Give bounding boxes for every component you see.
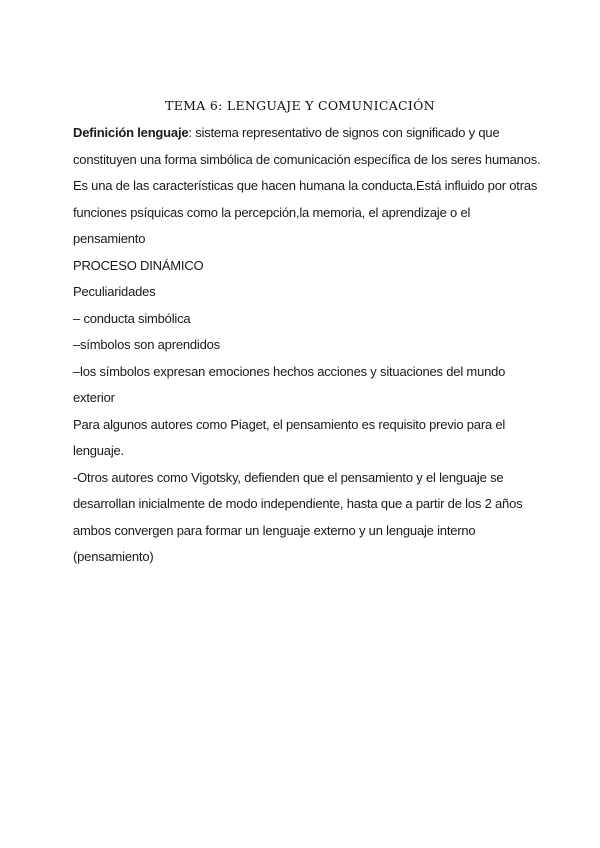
body-line: desarrollan inicialmente de modo independiente, hasta que a partir de los 2 años [73,496,523,511]
definition-text: : sistema representativo de signos con significado y que [188,125,500,140]
body-line: constituyen una forma simbólica de comunicación específica de los seres humanos. [73,151,541,167]
body-line: exterior [73,390,115,405]
document-title: TEMA 6: LENGUAJE Y COMUNICACIÓN [165,98,435,113]
body-line: ambos convergen para formar un lenguaje externo y un lenguaje interno [73,522,476,538]
body-line: Es una de las características que hacen humana la conducta.Está influido por otras [73,178,538,193]
body-line: pensamiento [73,231,146,246]
list-item: – conducta simbólica [73,310,191,326]
definition-line [73,120,543,147]
body-line: Peculiaridades [73,284,156,299]
list-item: –símbolos son aprendidos [73,337,220,352]
section-heading: PROCESO DINÁMICO [73,257,204,273]
body-line: -Otros autores como Vigotsky, defienden que el pensamiento y el lenguaje se [73,469,504,485]
body-line: funciones psíquicas como la percepción,la memoria, el aprendizaje o el [73,204,471,220]
body-line: Para algunos autores como Piaget, el pensamiento es requisito previo para el [73,416,506,432]
list-item: –los símbolos expresan emociones hechos acciones y situaciones del mundo [73,363,506,379]
definition-term: Definición lenguaje [73,125,189,140]
document-body [73,120,543,571]
body-line: lenguaje. [73,443,124,458]
body-line: (pensamiento) [73,549,154,564]
